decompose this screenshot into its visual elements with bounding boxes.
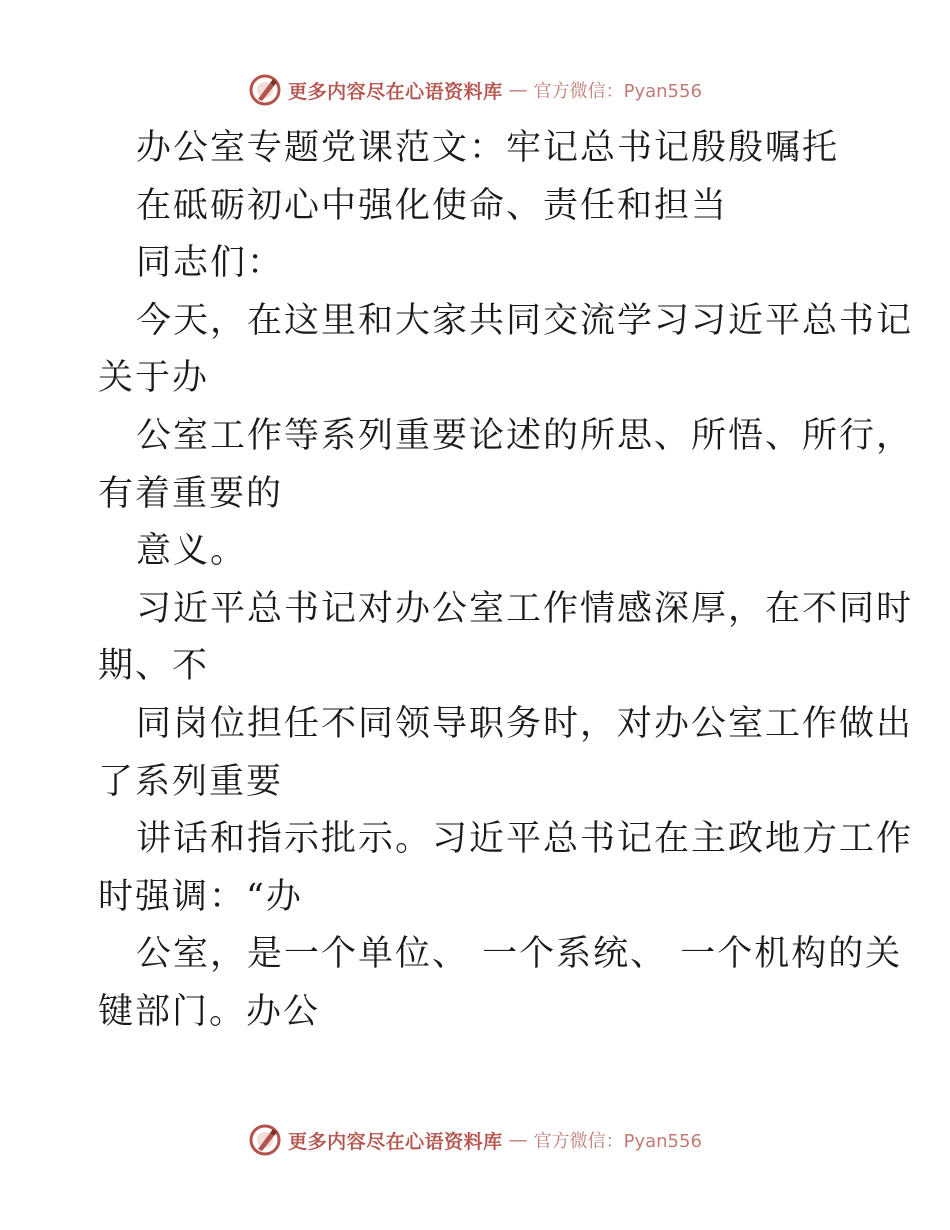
paragraph-line: 习近平总书记对办公室工作情感深厚，在不同时 — [136, 588, 914, 629]
banner-dash: — — [508, 79, 528, 101]
header-watermark-banner — [0, 70, 950, 110]
paragraph-line: 时强调：“办 — [98, 876, 303, 917]
banner-wechat: 官方微信：Pyan556 — [533, 1131, 702, 1152]
pen-nib-logo-icon — [248, 73, 282, 107]
banner-title: 更多内容尽在心语资料库 — [288, 1130, 503, 1153]
paragraph-line: 有着重要的 — [98, 473, 284, 514]
doc-title-line-2: 在砥砺初心中强化使命、责任和担当 — [136, 185, 729, 226]
document-body — [98, 120, 914, 1042]
doc-title-line-1: 办公室专题党课范文：牢记总书记殷殷嘱托 — [136, 128, 840, 168]
banner-title: 更多内容尽在心语资料库 — [288, 80, 503, 103]
pen-nib-logo-icon — [248, 1123, 282, 1157]
banner-wechat: 官方微信：Pyan556 — [533, 81, 702, 102]
paragraph-line: 公室，是一个单位、 一个系统、 一个机构的关 — [136, 934, 903, 975]
paragraph-line: 期、不 — [98, 646, 210, 687]
paragraph-line: 公室工作等系列重要论述的所思、所悟、所行， — [136, 415, 914, 456]
paragraph-line: 键部门。办公 — [98, 991, 321, 1032]
paragraph-line: 关于办 — [98, 358, 210, 399]
banner-dash: — — [508, 1129, 528, 1151]
salutation: 同志们： — [136, 243, 285, 284]
paragraph-line: 意义。 — [136, 531, 248, 572]
footer-watermark-banner — [0, 1120, 950, 1160]
paragraph-line: 讲话和指示批示。习近平总书记在主政地方工作 — [136, 819, 914, 860]
paragraph-line: 了系列重要 — [98, 761, 284, 802]
paragraph-line: 同岗位担任不同领导职务时，对办公室工作做出 — [136, 703, 914, 744]
paragraph-line: 今天，在这里和大家共同交流学习习近平总书记 — [136, 300, 914, 341]
